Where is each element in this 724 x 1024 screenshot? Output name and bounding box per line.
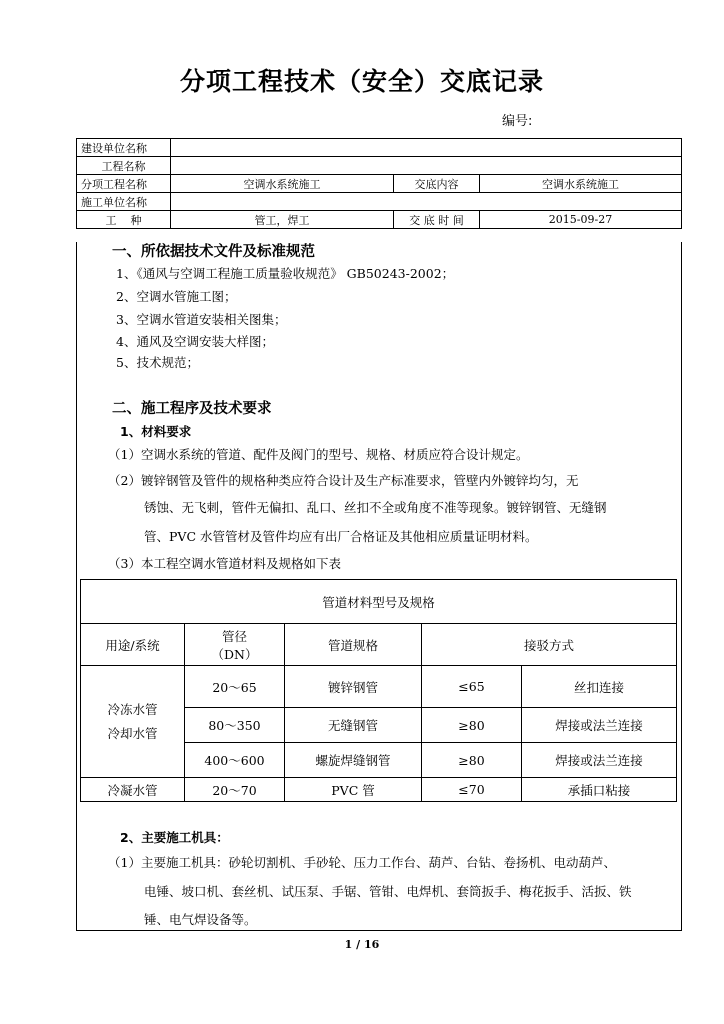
pipe-table-header-row	[81, 624, 677, 666]
builder-value	[171, 193, 682, 211]
materials-subheading: 1、材料要求	[120, 424, 192, 439]
row3-dn: 400～600	[185, 743, 285, 778]
pipe-table-row	[81, 666, 677, 708]
construction-unit-value	[171, 139, 682, 157]
row4-method: 承插口粘接	[522, 778, 677, 802]
row2-method: 焊接或法兰连接	[522, 708, 677, 743]
row1-dn: 20～65	[185, 666, 285, 708]
header-dn-top: 管径	[221, 628, 247, 644]
tools-line-2: 电锤、坡口机、套丝机、试压泵、手锯、管钳、电焊机、套筒扳手、梅花扳手、活扳、铁	[144, 884, 632, 899]
row3-range: ≥80	[422, 743, 522, 778]
info-row-trade	[77, 211, 682, 229]
tools-line-1: （1）主要施工机具：砂轮切割机、手砂轮、压力工作台、葫芦、台钻、卷扬机、电动葫芦、	[108, 855, 616, 870]
section1-item-2: 2、空调水管施工图；	[116, 289, 237, 304]
section2-heading: 二、施工程序及技术要求	[112, 401, 272, 417]
pipe-table-row	[81, 778, 677, 802]
info-row-subproject	[77, 175, 682, 193]
info-row-project-name	[77, 157, 682, 175]
row4-spec: PVC 管	[285, 778, 422, 802]
row4-dn: 20～70	[185, 778, 285, 802]
row4-usage: 冷凝水管	[81, 778, 185, 802]
materials-para-2-line-3: 管、PVC 水管管材及管件均应有出厂合格证及其他相应质量证明材料。	[144, 529, 538, 544]
info-table	[76, 138, 682, 229]
row2-range: ≥80	[422, 708, 522, 743]
usage-chilled-water: 冷冻水管	[107, 701, 158, 717]
trade-label: 工 种	[77, 211, 171, 229]
trade-value: 管工，焊工	[171, 211, 394, 229]
tools-subheading: 2、主要施工机具：	[120, 830, 229, 845]
info-row-builder	[77, 193, 682, 211]
content-value: 空调水系统施工	[480, 175, 682, 193]
section1-item-5: 5、技术规范；	[116, 355, 199, 370]
row2-dn: 80～350	[185, 708, 285, 743]
usage-cooling-water: 冷却水管	[107, 725, 158, 741]
date-value: 2015-09-27	[480, 211, 682, 229]
header-dn-bottom: （DN）	[211, 646, 258, 662]
serial-number-label: 编号:	[502, 114, 533, 129]
date-label: 交 底 时 间	[394, 211, 480, 229]
section1-item-4: 4、通风及空调安装大样图；	[116, 334, 274, 349]
pipe-spec-table	[80, 579, 677, 802]
row2-spec: 无缝钢管	[285, 708, 422, 743]
row4-range: ≤70	[422, 778, 522, 802]
pipe-table-caption: 管道材料型号及规格	[81, 580, 677, 624]
usage-chilled-cooling	[81, 666, 185, 778]
header-spec: 管道规格	[285, 624, 422, 666]
pipe-table-caption-row	[81, 580, 677, 624]
info-row-construction-unit	[77, 139, 682, 157]
row1-method: 丝扣连接	[522, 666, 677, 708]
document-title: 分项工程技术（安全）交底记录	[179, 67, 544, 96]
content-label: 交底内容	[394, 175, 480, 193]
project-name-label: 工程名称	[77, 157, 171, 175]
materials-para-2-line-2: 锈蚀、无飞刺，管件无偏扣、乱口、丝扣不全或角度不准等现象。镀锌钢管、无缝钢	[144, 500, 607, 515]
subproject-value: 空调水系统施工	[171, 175, 394, 193]
row3-method: 焊接或法兰连接	[522, 743, 677, 778]
tools-line-3: 锤、电气焊设备等。	[144, 912, 257, 927]
header-joint: 接驳方式	[422, 624, 677, 666]
project-name-value	[171, 157, 682, 175]
materials-para-2-line-1: （2）镀锌钢管及管件的规格种类应符合设计及生产标准要求，管壁内外镀锌均匀，无	[108, 473, 579, 488]
header-usage: 用途/系统	[81, 624, 185, 666]
section1-item-3: 3、空调水管道安装相关图集；	[116, 312, 287, 327]
materials-para-1: （1）空调水系统的管道、配件及阀门的型号、规格、材质应符合设计规定。	[108, 447, 529, 462]
construction-unit-label: 建设单位名称	[77, 139, 171, 157]
row1-spec: 镀锌钢管	[285, 666, 422, 708]
builder-label: 施工单位名称	[77, 193, 171, 211]
section1-heading: 一、所依据技术文件及标准规范	[112, 244, 315, 260]
materials-para-3: （3）本工程空调水管道材料及规格如下表	[108, 556, 341, 571]
header-dn	[185, 624, 285, 666]
row1-range: ≤65	[422, 666, 522, 708]
page-number: 1 / 16	[344, 938, 380, 951]
section1-item-1: 1、《通风与空调工程施工质量验收规范》 GB50243-2002；	[116, 266, 455, 281]
subproject-label: 分项工程名称	[77, 175, 171, 193]
row3-spec: 螺旋焊缝钢管	[285, 743, 422, 778]
